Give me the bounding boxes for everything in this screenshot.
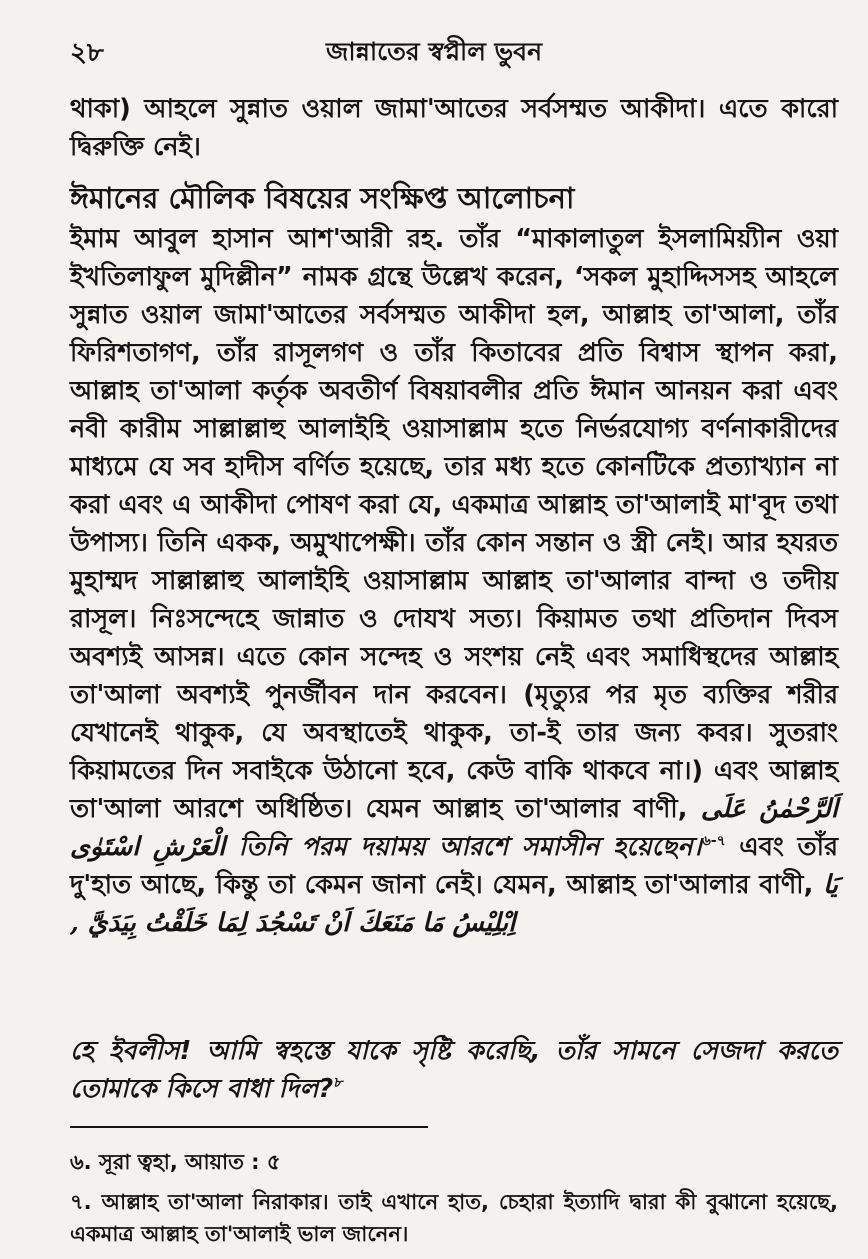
footnote-divider xyxy=(70,1126,428,1128)
arabic-verse-2: يَا اِبْلِيْسُ مَا مَنَعَكَ اَنْ تَسْجُدَ لِمَا خَلَقْتُ بِيَدَيَّ , xyxy=(70,870,838,938)
main-paragraph-text-2: এবং তাঁর দু'হাত আছে, কিন্তু তা কেমন জানা নেই। যেমন, আল্লাহ তা'আলার বাণী, xyxy=(70,832,838,900)
closing-quote-text: হে ইবলীস! আমি স্বহস্তে যাকে সৃষ্টি করেছি, তাঁর সামনে সেজদা করতে তোমাকে কিসে বাধা দিল? xyxy=(70,1036,838,1104)
footnote-ref-6-7: ৬-৭ xyxy=(701,833,726,849)
closing-quote xyxy=(70,1032,838,1108)
section-heading: ঈমানের মৌলিক বিষয়ের সংক্ষিপ্ত আলোচনা xyxy=(70,181,575,215)
footnote-ref-8: ৮ xyxy=(333,1075,343,1091)
main-paragraph-text-1: ইমাম আবুল হাসান আশ'আরী রহ. তাঁর “মাকালাতুল ইসলামিয়্যীন ওয়া ইখতিলাফুল মুদিল্লীন” নামক গ্রন্থে উল্লেখ করেন, ‘সকল মুহাদ্দিসসহ আহলে সুন্নাত ওয়াল জামা'আতের সর্বসম্মত আকীদা হল, আল্লাহ তা'আলা, তাঁর ফিরিশতাগণ, তাঁর রাসূলগণ ও তাঁর কিতাবের প্রতি বিশ্বাস স্থাপন করা, আল্লাহ তা'আলা কর্তৃক অবতীর্ণ বিষয়াবলীর প্রতি ঈমান আনয়ন করা এবং নবী কারীম সাল্লাল্লাহু আলাইহি ওয়াসাল্লাম হতে নির্ভরযোগ্য বর্ণনাকারীদের মাধ্যমে যে সব হাদীস বর্ণিত হয়েছে, তার মধ্য হতে কোনটিকে প্রত্যাখ্যান না করা এবং এ আকীদা পোষণ করা যে, একমাত্র আল্লাহ তা'আলাই মা'বূদ তথা উপাস্য। তিনি একক, অমুখাপেক্ষী। তাঁর কোন সন্তান ও স্ত্রী নেই। আর হযরত মুহাম্মদ সাল্লাল্লাহু আলাইহি ওয়াসাল্লাম আল্লাহ তা'আলার বান্দা ও তদীয় রাসূল। নিঃসন্দেহে জান্নাত ও দোযখ সত্য। কিয়ামত তথা প্রতিদান দিবস অবশ্যই আসন্ন। এতে কোন সন্দেহ ও সংশয় নেই এবং সমাধিস্থদের আল্লাহ তা'আলা অবশ্যই পুনর্জীবন দান করবেন। (মৃত্যুর পর মৃত ব্যক্তির শরীর যেখানেই থাকুক, যে অবস্থাতেই থাকুক, তা-ই তার জন্য কবর। সুতরাং কিয়ামতের দিন সবাইকে উঠানো হবে, কেউ বাকি থাকবে না।) এবং আল্লাহ তা'আলা আরশে অধিষ্ঠিত। যেমন আল্লাহ তা'আলার বাণী, xyxy=(70,224,839,824)
footnote-7: ৭. আল্লাহ তা'আলা নিরাকার। তাই এখানে হাত, চেহারা ইত্যাদি দ্বারা কী বুঝানো হয়েছে, একমাত্র আল্লাহ তা'আলাই ভাল জানেন। xyxy=(70,1190,838,1246)
intro-paragraph-text: থাকা) আহলে সুন্নাত ওয়াল জামা'আতের সর্বসম্মত আকীদা। এতে কারো দ্বিরুক্তি নেই। xyxy=(70,94,838,162)
intro-paragraph xyxy=(70,90,838,166)
verse-translation-1: তিনি পরম দয়াময় আরশে সমাসীন হয়েছেন। xyxy=(238,832,702,862)
footnotes xyxy=(70,1146,838,1258)
footnote-6: ৬. সূরা ত্বহা, আয়াত : ৫ xyxy=(70,1150,281,1174)
main-paragraph xyxy=(70,220,838,942)
running-head-title: জান্নাতের স্বপ্নীল ভুবন xyxy=(325,37,542,66)
arabic-verse-1: اَلرَّحْمٰنُ عَلَى الْعَرْشِ اسْتَوٰى xyxy=(70,794,838,862)
page-number: ২৮ xyxy=(70,38,104,68)
